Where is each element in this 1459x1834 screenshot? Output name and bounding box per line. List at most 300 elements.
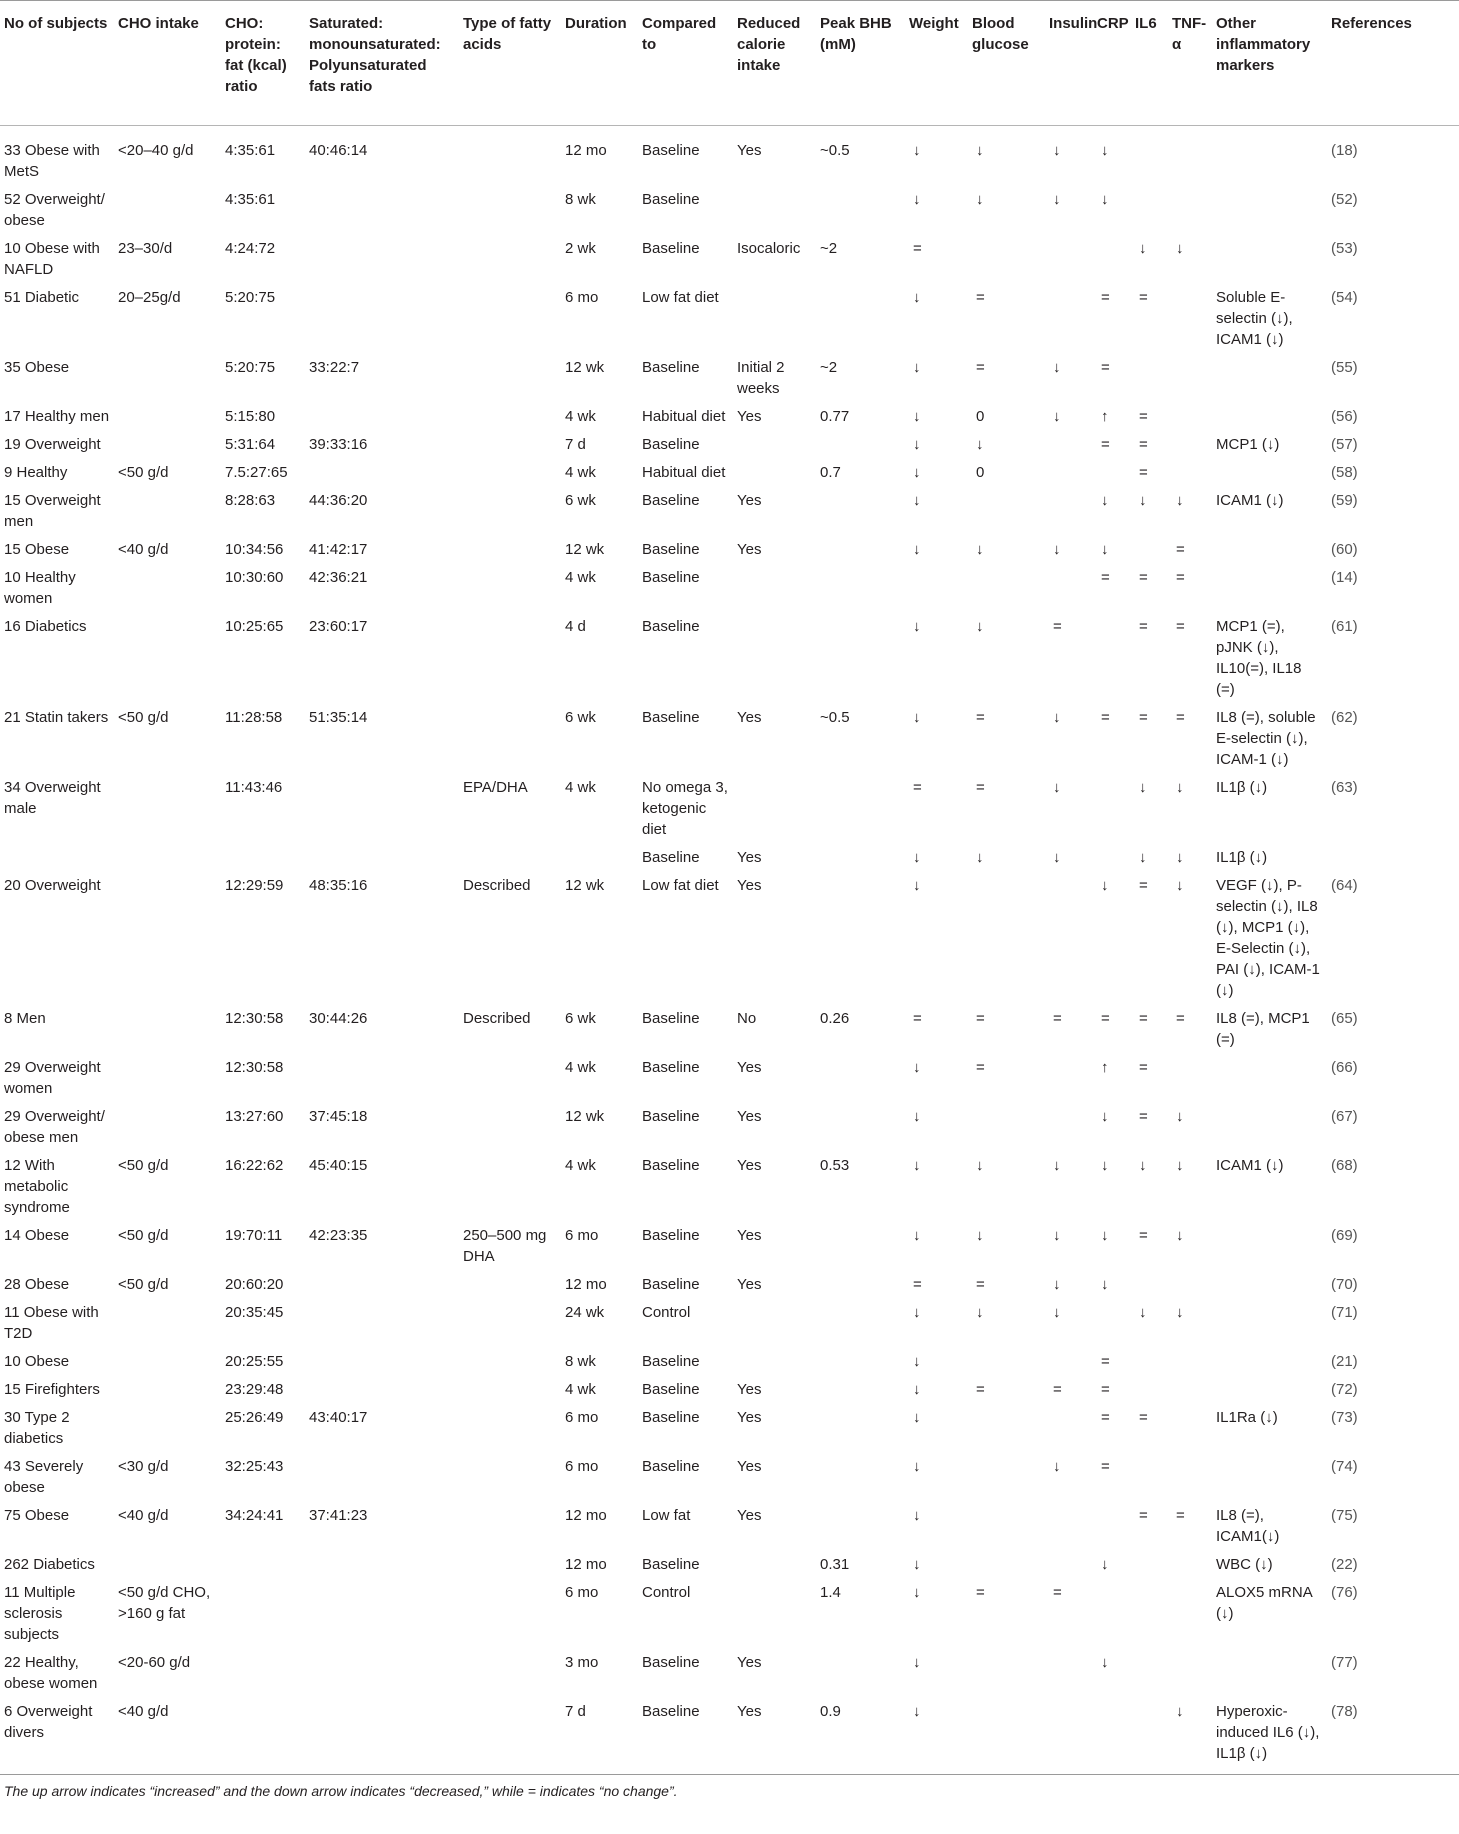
header-row: [0, 1, 1459, 126]
table-cell: Yes: [737, 1654, 762, 1671]
table-cell: 42:23:35: [309, 1227, 368, 1244]
table-cell: [1168, 1550, 1212, 1578]
table-cell: [816, 1053, 905, 1102]
table-cell: [114, 871, 221, 1004]
table-cell: 10:30:60: [225, 569, 284, 586]
table-cell: (53): [1331, 240, 1358, 257]
table-cell: 28 Obese: [4, 1276, 70, 1293]
table-cell: [459, 612, 561, 703]
table-cell: ↓: [913, 877, 921, 894]
table-cell: Yes: [737, 709, 762, 726]
table-cell: [459, 1053, 561, 1102]
table-cell: [733, 458, 816, 486]
table-cell: IL8 (=), ICAM1(↓): [1216, 1507, 1280, 1545]
table-cell: [1212, 458, 1327, 486]
table-row: [0, 1102, 1459, 1151]
table-cell: Hyperoxic-induced IL6 (↓), IL1β (↓): [1216, 1703, 1320, 1762]
table-cell: [1093, 458, 1131, 486]
table-cell: [459, 1578, 561, 1648]
table-cell: 23:29:48: [225, 1381, 284, 1398]
table-row: [0, 612, 1459, 703]
table-cell: ↓: [913, 1353, 921, 1370]
table-row: [0, 234, 1459, 283]
table-cell: =: [1139, 1409, 1148, 1426]
table-cell: ↓: [1053, 849, 1061, 866]
table-cell: [968, 871, 1045, 1004]
table-cell: [1131, 1375, 1168, 1403]
table-cell: Baseline: [642, 359, 700, 376]
table-cell: 24 wk: [565, 1304, 605, 1321]
table-cell: [733, 1347, 816, 1375]
table-row: [0, 1501, 1459, 1550]
table-cell: ↓: [1101, 1157, 1109, 1174]
table-cell: =: [1101, 289, 1110, 306]
table-cell: [305, 283, 459, 353]
table-cell: (60): [1331, 541, 1358, 558]
table-cell: 7.5:27:65: [225, 464, 288, 481]
table-cell: [905, 563, 968, 612]
table-cell: [816, 563, 905, 612]
table-cell: 12 mo: [565, 142, 607, 159]
table-cell: IL8 (=), MCP1 (=): [1216, 1010, 1310, 1048]
table-cell: [1045, 486, 1093, 535]
table-cell: 12 wk: [565, 877, 605, 894]
table-cell: Baseline: [642, 541, 700, 558]
table-cell: (14): [1331, 569, 1358, 586]
table-cell: [305, 843, 459, 871]
table-cell: ALOX5 mRNA (↓): [1216, 1584, 1312, 1622]
table-cell: [1045, 283, 1093, 353]
table-cell: <40 g/d: [118, 541, 169, 558]
table-cell: [816, 430, 905, 458]
table-cell: (78): [1331, 1703, 1358, 1720]
table-cell: [459, 1501, 561, 1550]
table-cell: (70): [1331, 1276, 1358, 1293]
table-cell: 33 Obese with MetS: [4, 142, 100, 180]
table-cell: IL1β (↓): [1216, 849, 1268, 866]
table-cell: =: [913, 1010, 922, 1027]
table-cell: [459, 486, 561, 535]
table-cell: [114, 486, 221, 535]
table-cell: =: [1139, 1227, 1148, 1244]
table-cell: [305, 1298, 459, 1347]
table-cell: [1093, 612, 1131, 703]
table-cell: [816, 773, 905, 843]
table-row: [0, 1375, 1459, 1403]
table-cell: Baseline: [642, 1157, 700, 1174]
table-cell: [459, 1375, 561, 1403]
table-cell: [1212, 234, 1327, 283]
table-cell: Baseline: [642, 436, 700, 453]
table-cell: [114, 353, 221, 402]
table-cell: 1.4: [820, 1584, 841, 1601]
table-row: [0, 1298, 1459, 1347]
table-cell: 19:70:11: [225, 1227, 283, 1244]
column-header: CHO intake: [118, 15, 199, 32]
table-cell: [1045, 1102, 1093, 1151]
table-cell: =: [913, 1276, 922, 1293]
table-cell: 7 d: [565, 436, 586, 453]
table-cell: =: [1139, 464, 1148, 481]
table-cell: <40 g/d: [118, 1703, 169, 1720]
table-row: [0, 871, 1459, 1004]
table-cell: ↓: [1176, 779, 1184, 796]
table-cell: 5:15:80: [225, 408, 276, 425]
table-cell: 40:46:14: [309, 142, 368, 159]
table-cell: 4:35:61: [225, 191, 276, 208]
table-cell: 0.7: [820, 464, 841, 481]
table-row: [0, 773, 1459, 843]
table-cell: 29 Overweight women: [4, 1059, 101, 1097]
table-cell: MCP1 (=), pJNK (↓), IL10(=), IL18 (=): [1216, 618, 1302, 698]
table-cell: 37:45:18: [309, 1108, 368, 1125]
table-cell: ↓: [913, 464, 921, 481]
table-cell: [221, 843, 305, 871]
table-cell: ↓: [976, 142, 984, 159]
table-cell: Low fat diet: [642, 289, 719, 306]
table-cell: =: [1053, 1381, 1062, 1398]
table-cell: 12 wk: [565, 359, 605, 376]
table-cell: Baseline: [642, 1108, 700, 1125]
table-cell: =: [1101, 1353, 1110, 1370]
table-cell: [114, 1102, 221, 1151]
table-cell: Control: [642, 1584, 691, 1601]
table-cell: [1045, 1648, 1093, 1697]
table-cell: 17 Healthy men: [4, 408, 110, 425]
table-cell: 11 Multiple sclerosis subjects: [4, 1584, 76, 1643]
table-cell: 12 mo: [565, 1276, 607, 1293]
table-cell: 10 Obese with NAFLD: [4, 240, 100, 278]
table-cell: 25:26:49: [225, 1409, 284, 1426]
table-cell: ↓: [1053, 408, 1061, 425]
table-cell: [305, 1550, 459, 1578]
table-cell: Baseline: [642, 240, 700, 257]
table-cell: 20:25:55: [225, 1353, 284, 1370]
table-cell: Control: [642, 1304, 691, 1321]
table-cell: 12 mo: [565, 1556, 607, 1573]
table-cell: [1131, 1347, 1168, 1375]
table-cell: [816, 1347, 905, 1375]
table-cell: <50 g/d: [118, 1276, 169, 1293]
table-cell: =: [1139, 569, 1148, 586]
table-cell: [0, 843, 114, 871]
table-cell: (68): [1331, 1157, 1358, 1174]
table-cell: 8:28:63: [225, 492, 276, 509]
table-row: [0, 1452, 1459, 1501]
table-cell: [816, 612, 905, 703]
column-header: No of subjects: [4, 15, 108, 32]
table-row: [0, 563, 1459, 612]
table-cell: =: [1176, 1507, 1185, 1524]
table-cell: Baseline: [642, 1353, 700, 1370]
table-cell: [816, 1102, 905, 1151]
table-row: [0, 843, 1459, 871]
table-cell: [1168, 1403, 1212, 1452]
table-cell: Baseline: [642, 618, 700, 635]
table-cell: ↓: [1176, 1108, 1184, 1125]
table-cell: (55): [1331, 359, 1358, 376]
table-cell: Yes: [737, 1157, 762, 1174]
table-row: [0, 1648, 1459, 1697]
table-cell: Described: [463, 877, 531, 894]
table-cell: 34:24:41: [225, 1507, 284, 1524]
table-cell: Baseline: [642, 709, 700, 726]
table-cell: 0.26: [820, 1010, 850, 1027]
table-cell: [221, 1697, 305, 1775]
table-cell: [816, 1501, 905, 1550]
table-cell: 12:30:58: [225, 1059, 284, 1076]
table-cell: (72): [1331, 1381, 1358, 1398]
table-cell: [305, 458, 459, 486]
table-cell: [968, 1347, 1045, 1375]
table-cell: [114, 843, 221, 871]
table-cell: =: [1101, 569, 1110, 586]
table-cell: 8 wk: [565, 1353, 596, 1370]
table-cell: WBC (↓): [1216, 1556, 1273, 1573]
table-cell: (75): [1331, 1507, 1358, 1524]
table-cell: [1093, 773, 1131, 843]
table-cell: ↓: [913, 492, 921, 509]
table-cell: =: [1176, 618, 1185, 635]
table-cell: 10 Obese: [4, 1353, 70, 1370]
table-cell: Baseline: [642, 1227, 700, 1244]
table-cell: ↓: [913, 408, 921, 425]
table-cell: 44:36:20: [309, 492, 368, 509]
table-cell: 6 wk: [565, 709, 596, 726]
table-cell: 8 Men: [4, 1010, 46, 1027]
table-cell: ~0.5: [820, 709, 850, 726]
table-cell: ↓: [913, 1584, 921, 1601]
table-cell: =: [1139, 877, 1148, 894]
table-cell: 30 Type 2 diabetics: [4, 1409, 70, 1447]
table-cell: 12 mo: [565, 1507, 607, 1524]
column-header: References: [1331, 15, 1412, 32]
table-cell: 35 Obese: [4, 359, 70, 376]
table-cell: <30 g/d: [118, 1458, 169, 1475]
table-cell: (54): [1331, 289, 1358, 306]
table-cell: 5:20:75: [225, 359, 276, 376]
table-cell: ↓: [1176, 877, 1184, 894]
table-cell: [1168, 1578, 1212, 1648]
table-cell: [1212, 353, 1327, 402]
table-cell: =: [1101, 1409, 1110, 1426]
table-cell: [459, 1347, 561, 1375]
table-cell: [1093, 1501, 1131, 1550]
table-row: [0, 1004, 1459, 1053]
column-header: TNF-α: [1172, 15, 1207, 53]
table-cell: [1212, 1270, 1327, 1298]
table-cell: =: [976, 289, 985, 306]
table-cell: [1045, 1403, 1093, 1452]
table-cell: 4 wk: [565, 1157, 596, 1174]
table-cell: =: [1139, 1108, 1148, 1125]
table-cell: (61): [1331, 618, 1358, 635]
table-cell: 30:44:26: [309, 1010, 368, 1027]
table-cell: 5:31:64: [225, 436, 276, 453]
table-cell: 37:41:23: [309, 1507, 368, 1524]
table-cell: [1212, 1452, 1327, 1501]
table-cell: ICAM1 (↓): [1216, 492, 1284, 509]
table-cell: ↓: [913, 1556, 921, 1573]
table-cell: =: [1053, 618, 1062, 635]
table-cell: ↓: [976, 191, 984, 208]
table-cell: Baseline: [642, 1010, 700, 1027]
table-cell: 10:34:56: [225, 541, 284, 558]
table-cell: =: [976, 359, 985, 376]
table-cell: =: [976, 1584, 985, 1601]
table-cell: 0: [976, 464, 985, 481]
table-cell: [114, 1550, 221, 1578]
table-cell: =: [1176, 541, 1185, 558]
table-cell: [968, 486, 1045, 535]
table-cell: 4 wk: [565, 1059, 596, 1076]
table-cell: ↑: [1101, 408, 1109, 425]
table-cell: =: [1176, 569, 1185, 586]
table-row: [0, 703, 1459, 773]
table-cell: [1168, 458, 1212, 486]
table-cell: 20 Overweight: [4, 877, 101, 894]
table-cell: [459, 1648, 561, 1697]
table-cell: IL8 (=), soluble E-selectin (↓), ICAM-1 (↓): [1216, 709, 1316, 768]
table-cell: =: [1139, 1059, 1148, 1076]
table-cell: <50 g/d: [118, 1157, 169, 1174]
table-cell: 43 Severely obese: [4, 1458, 84, 1496]
table-cell: [1131, 185, 1168, 234]
table-cell: [1212, 1648, 1327, 1697]
table-cell: 32:25:43: [225, 1458, 284, 1475]
table-cell: ↓: [1053, 1227, 1061, 1244]
table-row: [0, 458, 1459, 486]
table-cell: [816, 535, 905, 563]
table-cell: [1131, 353, 1168, 402]
table-cell: [816, 185, 905, 234]
column-header: Saturated: monounsaturated: Polyunsaturated fats ratio: [309, 15, 441, 95]
table-cell: Soluble E-selectin (↓), ICAM1 (↓): [1216, 289, 1293, 348]
table-cell: =: [1101, 1458, 1110, 1475]
table-cell: IL1β (↓): [1216, 779, 1268, 796]
table-cell: Yes: [737, 142, 762, 159]
table-cell: [305, 1578, 459, 1648]
table-cell: [114, 430, 221, 458]
table-cell: ↓: [913, 142, 921, 159]
table-cell: [459, 402, 561, 430]
table-cell: 8 wk: [565, 191, 596, 208]
table-cell: 41:42:17: [309, 541, 368, 558]
table-cell: 45:40:15: [309, 1157, 368, 1174]
table-cell: [1045, 871, 1093, 1004]
table-cell: [968, 1452, 1045, 1501]
table-cell: [968, 1648, 1045, 1697]
table-cell: [459, 535, 561, 563]
table-row: [0, 1403, 1459, 1452]
table-cell: 6 wk: [565, 1010, 596, 1027]
table-cell: 15 Obese: [4, 541, 70, 558]
table-cell: [968, 1102, 1045, 1151]
table-cell: 4 d: [565, 618, 586, 635]
table-cell: [1168, 1375, 1212, 1403]
table-cell: No omega 3, ketogenic diet: [642, 779, 728, 838]
table-cell: 43:40:17: [309, 1409, 368, 1426]
table-cell: Yes: [737, 1108, 762, 1125]
table-cell: [1131, 535, 1168, 563]
table-cell: ↓: [1139, 1157, 1147, 1174]
table-cell: [1212, 1053, 1327, 1102]
table-cell: ↓: [1053, 709, 1061, 726]
table-cell: [733, 1298, 816, 1347]
table-cell: ↓: [1176, 1157, 1184, 1174]
table-cell: [816, 1403, 905, 1452]
table-cell: ↓: [1053, 1157, 1061, 1174]
table-cell: ↓: [976, 618, 984, 635]
table-cell: 4 wk: [565, 1381, 596, 1398]
table-cell: [816, 486, 905, 535]
table-cell: 10 Healthy women: [4, 569, 76, 607]
table-cell: [1168, 1053, 1212, 1102]
table-cell: ↓: [1101, 142, 1109, 159]
table-cell: ↓: [1176, 1304, 1184, 1321]
table-cell: ↓: [1053, 359, 1061, 376]
table-cell: Low fat diet: [642, 877, 719, 894]
table-cell: 51:35:14: [309, 709, 368, 726]
table-row: [0, 185, 1459, 234]
table-cell: Isocaloric: [737, 240, 801, 257]
table-cell: [1045, 1053, 1093, 1102]
table-cell: (62): [1331, 709, 1358, 726]
table-cell: =: [1053, 1010, 1062, 1027]
table-row: [0, 1550, 1459, 1578]
table-cell: [1131, 1550, 1168, 1578]
table-cell: ↓: [1101, 492, 1109, 509]
table-cell: [459, 234, 561, 283]
table-cell: [1212, 535, 1327, 563]
table-cell: [305, 1375, 459, 1403]
table-cell: ↓: [913, 1108, 921, 1125]
table-cell: [459, 1270, 561, 1298]
table-cell: [459, 843, 561, 871]
table-cell: 22 Healthy, obese women: [4, 1654, 98, 1692]
table-cell: [1093, 1578, 1131, 1648]
table-row: [0, 1578, 1459, 1648]
table-cell: Baseline: [642, 1409, 700, 1426]
table-cell: 4 wk: [565, 408, 596, 425]
table-cell: (58): [1331, 464, 1358, 481]
table-cell: 0: [976, 408, 985, 425]
table-cell: ↓: [913, 1381, 921, 1398]
table-cell: 33:22:7: [309, 359, 360, 376]
table-cell: =: [976, 1059, 985, 1076]
table-cell: =: [1139, 618, 1148, 635]
table-cell: ↓: [913, 849, 921, 866]
table-cell: [459, 1550, 561, 1578]
table-cell: [816, 1452, 905, 1501]
table-cell: Yes: [737, 1507, 762, 1524]
table-cell: ↓: [913, 436, 921, 453]
table-cell: 15 Firefighters: [4, 1381, 100, 1398]
table-cell: [968, 1403, 1045, 1452]
table-cell: ~0.5: [820, 142, 850, 159]
table-cell: ↓: [1176, 1227, 1184, 1244]
table-cell: Yes: [737, 408, 762, 425]
table-cell: <40 g/d: [118, 1507, 169, 1524]
table-cell: =: [976, 779, 985, 796]
table-cell: (63): [1331, 779, 1358, 796]
table-cell: 3 mo: [565, 1654, 599, 1671]
table-cell: [114, 1298, 221, 1347]
table-cell: [733, 1578, 816, 1648]
table-cell: [459, 1298, 561, 1347]
table-cell: ↓: [913, 191, 921, 208]
table-cell: ↑: [1101, 1059, 1109, 1076]
